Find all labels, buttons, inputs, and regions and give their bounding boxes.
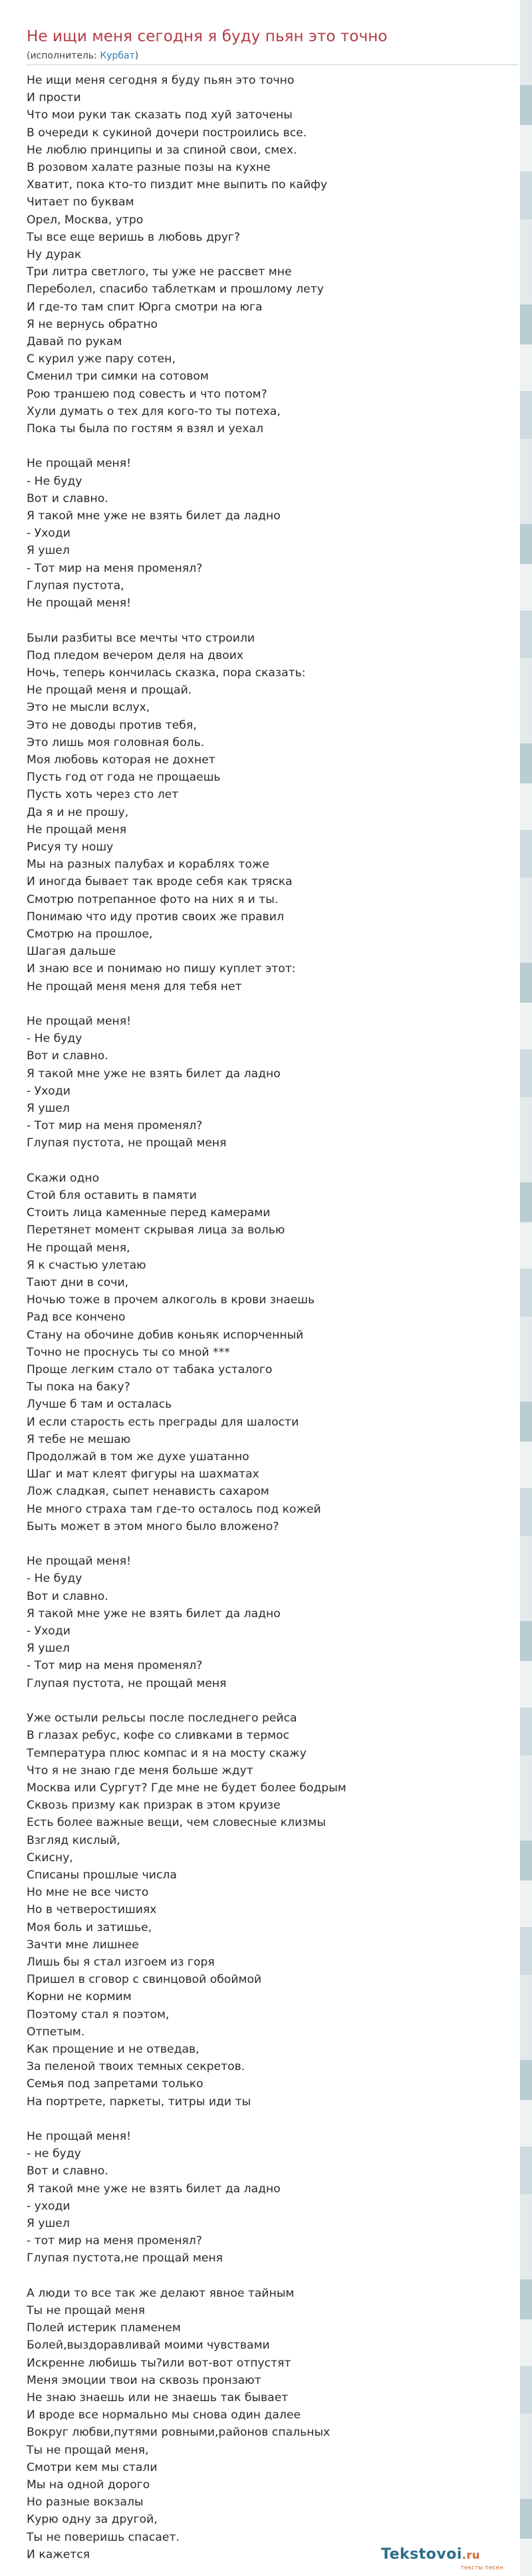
lyric-line: Не прощай меня, <box>27 1241 130 1255</box>
stanza-gap <box>27 612 519 629</box>
lyric-line: Рою траншею под совесть и что потом? <box>27 387 267 401</box>
lyric-line: В очереди к сукиной дочери построились все. <box>27 126 307 140</box>
song-title: Не ищи меня сегодня я буду пьян это точно <box>27 28 388 45</box>
lyric-line: Рисуя ту ношу <box>27 840 114 854</box>
lyric-line: Ты не прощай меня, <box>27 2443 149 2457</box>
lyric-line: А люди то все так же делают явное тайным <box>27 2286 295 2300</box>
lyric-line: Пришел в сговор с свинцовой обоймой <box>27 1973 262 1987</box>
lyric-line: Это не мысли вслух, <box>27 701 150 715</box>
lyric-line: Точно не проснусь ты со мной *** <box>27 1345 230 1359</box>
stanza-gap <box>27 1692 519 1710</box>
logo-main-text: Tekstovoi <box>381 2546 462 2563</box>
lyric-line: Не прощай меня меня для тебя нет <box>27 979 242 993</box>
lyric-line: Тают дни в сочи, <box>27 1276 129 1290</box>
lyric-line: Я ушел <box>27 1101 70 1115</box>
lyric-line: Искренне любишь ты?или вот-вот отпустят <box>27 2356 291 2370</box>
lyric-line: Лож сладкая, сыпет ненависть сахаром <box>27 1485 269 1499</box>
lyric-line: Шаг и мат клеят фигуры на шахматах <box>27 1468 259 1481</box>
lyric-line: Курю одну за другой, <box>27 2513 158 2527</box>
lyric-line: Моя любовь которая не дохнет <box>27 753 215 767</box>
lyric-line: Я не вернусь обратно <box>27 317 158 331</box>
lyric-line: И прости <box>27 91 81 105</box>
lyric-line: Вот и славно. <box>27 491 108 505</box>
lyric-line: Не прощай меня! <box>27 2129 131 2143</box>
logo-wordmark <box>381 2545 507 2565</box>
lyric-line: Стану на обочине добив коньяк испорченный <box>27 1328 304 1342</box>
lyric-line: Смотри кем мы стали <box>27 2460 158 2474</box>
lyric-line: Зачти мне лишнее <box>27 1938 139 1952</box>
lyric-line: - Уходи <box>27 527 70 541</box>
lyric-line: На портрете, паркеты, титры иди ты <box>27 2095 251 2109</box>
lyric-line: Вокруг любви,путями ровными,районов спальных <box>27 2426 331 2440</box>
lyric-line: Хватит, пока кто-то пиздит мне выпить по кайфу <box>27 178 327 192</box>
lyric-line: За пеленой твоих темных секретов. <box>27 2060 245 2074</box>
lyric-line: Но разные вокзалы <box>27 2496 144 2510</box>
lyric-line: Я такой мне уже не взять билет да ладно <box>27 1067 281 1081</box>
lyric-line: - Не буду <box>27 1572 82 1586</box>
lyric-line: - не буду <box>27 2147 81 2161</box>
lyric-line: - Тот мир на меня променял? <box>27 1659 203 1673</box>
lyric-line: Ночью тоже в прочем алкоголь в крови знаешь <box>27 1293 315 1307</box>
lyric-line: Я такой мне уже не взять билет да ладно <box>27 2182 281 2196</box>
lyric-line: Мы на одной дорого <box>27 2478 150 2492</box>
lyric-line: Да я и не прошу, <box>27 805 129 819</box>
lyric-line: И где-то там спит Юрга смотри на юга <box>27 300 263 314</box>
lyric-line: Скажи одно <box>27 1171 100 1185</box>
lyric-line: Читает по буквам <box>27 195 134 209</box>
lyric-line: Давай по рукам <box>27 335 122 349</box>
lyric-line: Не много страха там где-то осталось под кожей <box>27 1502 321 1516</box>
lyric-line: Быть может в этом много было вложено? <box>27 1519 279 1533</box>
lyric-line: И если старость есть преграды для шалости <box>27 1415 299 1429</box>
lyric-line: Под пледом вечером деля на двоих <box>27 648 244 662</box>
stanza-gap <box>27 2267 519 2285</box>
lyric-line: Что мои руки так сказать под хуй заточены <box>27 108 293 122</box>
lyric-line: В розовом халате разные позы на кухне <box>27 161 271 175</box>
lyric-line: Не прощай меня! <box>27 1555 131 1569</box>
lyric-line: - тот мир на меня променял? <box>27 2234 202 2248</box>
lyric-line: Смотрю потрепанное фото на них я и ты. <box>27 892 279 906</box>
lyric-line: Списаны прошлые числа <box>27 1868 177 1882</box>
lyric-line: - Не буду <box>27 474 82 488</box>
lyric-line: - Уходи <box>27 1084 70 1098</box>
lyric-line: Это лишь моя головная боль. <box>27 735 205 749</box>
lyric-line: Болей,выздоравливай моими чувствами <box>27 2339 270 2353</box>
lyric-line: Вот и славно. <box>27 2164 108 2178</box>
stanza-gap <box>27 995 519 1013</box>
performer-suffix: ) <box>134 51 139 61</box>
lyric-line: Стой бля оставить в памяти <box>27 1189 197 1202</box>
lyric-line: Это не доводы против тебя, <box>27 718 197 732</box>
performer-link[interactable]: Курбат <box>100 51 135 61</box>
lyric-line: Переболел, спасибо таблеткам и прошлому лету <box>27 283 324 297</box>
lyric-line: Ну дурак <box>27 248 82 262</box>
lyric-line: Я такой мне уже не взять билет да ладно <box>27 1607 281 1620</box>
performer-prefix: (исполнитель: <box>27 51 100 61</box>
lyric-line: Проще легким стало от табака усталого <box>27 1363 273 1377</box>
lyric-line: И иногда бывает так вроде себя как тряска <box>27 875 293 889</box>
lyric-line: Глупая пустота, не прощай меня <box>27 1136 227 1150</box>
lyric-line: Ты не поверишь спасает. <box>27 2530 180 2544</box>
stanza-gap <box>27 1152 519 1170</box>
lyric-line: Моя боль и затишье, <box>27 1920 152 1934</box>
site-logo[interactable] <box>381 2545 507 2572</box>
lyric-line: Не прощай меня <box>27 823 127 837</box>
lyric-line: Смотрю на прошлое, <box>27 927 153 941</box>
title-divider <box>27 64 519 65</box>
lyric-line: Корни не кормим <box>27 1990 132 2004</box>
lyric-line: Были разбиты все мечты что строили <box>27 631 255 645</box>
lyric-line: Ты пока на баку? <box>27 1380 130 1394</box>
lyric-line: Я ушел <box>27 544 70 558</box>
lyric-line: - уходи <box>27 2199 70 2213</box>
lyric-line: Я ушел <box>27 1642 70 1656</box>
lyric-line: Не ищи меня сегодня я буду пьян это точно <box>27 74 295 87</box>
lyric-line: Стоить лица каменные перед камерами <box>27 1206 271 1220</box>
lyric-line: Не прощай меня! <box>27 1014 131 1028</box>
lyric-line: Ты не прощай меня <box>27 2304 145 2317</box>
lyric-line: И вроде все нормально мы снова один далее <box>27 2408 301 2422</box>
lyric-line: - Уходи <box>27 1624 70 1638</box>
lyric-line: Мы на разных палубах и кораблях тоже <box>27 858 269 872</box>
lyric-line: Перетянет момент скрывая лица за волью <box>27 1224 285 1237</box>
lyric-line: Скисну, <box>27 1851 73 1865</box>
lyric-line: Ты все еще веришь в любовь друг? <box>27 230 241 244</box>
lyric-line: Как прощение и не отведав, <box>27 2042 200 2056</box>
lyric-line: Продолжай в том же духе ушатанно <box>27 1450 249 1464</box>
lyric-line: - Тот мир на меня променял? <box>27 561 203 575</box>
lyric-line: Есть более важные вещи, чем словесные клизмы <box>27 1816 326 1830</box>
lyric-line: Рад все кончено <box>27 1311 126 1325</box>
lyric-line: Сквозь призму как призрак в этом круизе <box>27 1799 281 1813</box>
lyric-line: Отпетым. <box>27 2025 85 2039</box>
lyric-line: Лучше б там и осталась <box>27 1398 172 1412</box>
lyric-line: Вот и славно. <box>27 1589 108 1603</box>
lyric-line: Не знаю знаешь или не знаешь так бывает <box>27 2391 289 2405</box>
logo-tld-text: .ru <box>462 2549 480 2561</box>
lyric-line: Глупая пустота, <box>27 579 124 592</box>
stanza-gap <box>27 438 519 455</box>
lyric-line: Три литра светлого, ты уже не рассвет мне <box>27 265 292 279</box>
lyric-line: Пусть год от года не прощаешь <box>27 771 221 785</box>
lyric-line: Пока ты была по гостям я взял и уехал <box>27 422 263 436</box>
lyrics-text <box>27 72 519 2563</box>
decorative-edge-stripes <box>520 0 532 2576</box>
lyric-line: Я к счастью улетаю <box>27 1258 146 1272</box>
lyric-line: В глазах ребус, кофе со сливками в термос <box>27 1729 290 1743</box>
lyric-line: Глупая пустота,не прощай меня <box>27 2252 223 2265</box>
lyric-line: - Тот мир на меня променял? <box>27 1119 203 1133</box>
logo-tagline: тексты песен <box>460 2565 503 2571</box>
lyric-line: Полей истерик пламенем <box>27 2321 181 2335</box>
stanza-gap <box>27 1535 519 1553</box>
stanza-gap <box>27 2111 519 2128</box>
lyric-line: Не прощай меня и прощай. <box>27 684 192 698</box>
lyric-line: Я такой мне уже не взять билет да ладно <box>27 509 281 523</box>
lyric-line: Температура плюс компас и я на мосту скажу <box>27 1746 307 1760</box>
lyric-line: Орел, Москва, утро <box>27 213 144 227</box>
lyric-line: Меня эмоции твои на сквозь пронзают <box>27 2373 261 2387</box>
lyric-line: Лишь бы я стал изгоем из горя <box>27 1955 215 1969</box>
performer-line <box>27 50 519 62</box>
lyric-line: Я ушел <box>27 2216 70 2230</box>
lyric-line: Понимаю что иду против своих же правил <box>27 910 284 924</box>
lyric-line: Но в четверостишиях <box>27 1903 157 1917</box>
lyric-line: Я тебе не мешаю <box>27 1432 131 1446</box>
lyric-line: Глупая пустота, не прощай меня <box>27 1676 227 1690</box>
lyric-line: Уже остыли рельсы после последнего рейса <box>27 1712 297 1726</box>
lyric-line: Сменил три симки на сотовом <box>27 370 209 384</box>
lyric-line: Хули думать о тех для кого-то ты потеха, <box>27 404 281 418</box>
lyric-line: И знаю все и понимаю но пишу куплет этот: <box>27 962 296 976</box>
lyric-line: Поэтому стал я поэтом, <box>27 2007 170 2021</box>
lyric-line: Москва или Сургут? Где мне не будет более бодрым <box>27 1781 346 1795</box>
lyric-line: - Не буду <box>27 1032 82 1046</box>
lyric-line: Не люблю принципы и за спиной свои, смех. <box>27 143 297 157</box>
lyric-line: Но мне не все чисто <box>27 1886 149 1900</box>
lyric-line: С курил уже пару сотен, <box>27 352 176 366</box>
lyric-line: Не прощай меня! <box>27 457 131 471</box>
lyric-line: Взгляд кислый, <box>27 1833 120 1847</box>
lyric-line: Пусть хоть через сто лет <box>27 788 179 802</box>
lyric-line: Семья под запретами только <box>27 2077 203 2091</box>
lyric-line: Ночь, теперь кончилась сказка, пора сказать: <box>27 666 306 680</box>
lyric-line: Что я не знаю где меня больше ждут <box>27 1763 253 1777</box>
lyric-line: Вот и славно. <box>27 1049 108 1063</box>
lyric-line: Не прощай меня! <box>27 596 131 610</box>
lyric-line: Шагая дальше <box>27 945 116 959</box>
lyric-line: И кажется <box>27 2547 90 2561</box>
